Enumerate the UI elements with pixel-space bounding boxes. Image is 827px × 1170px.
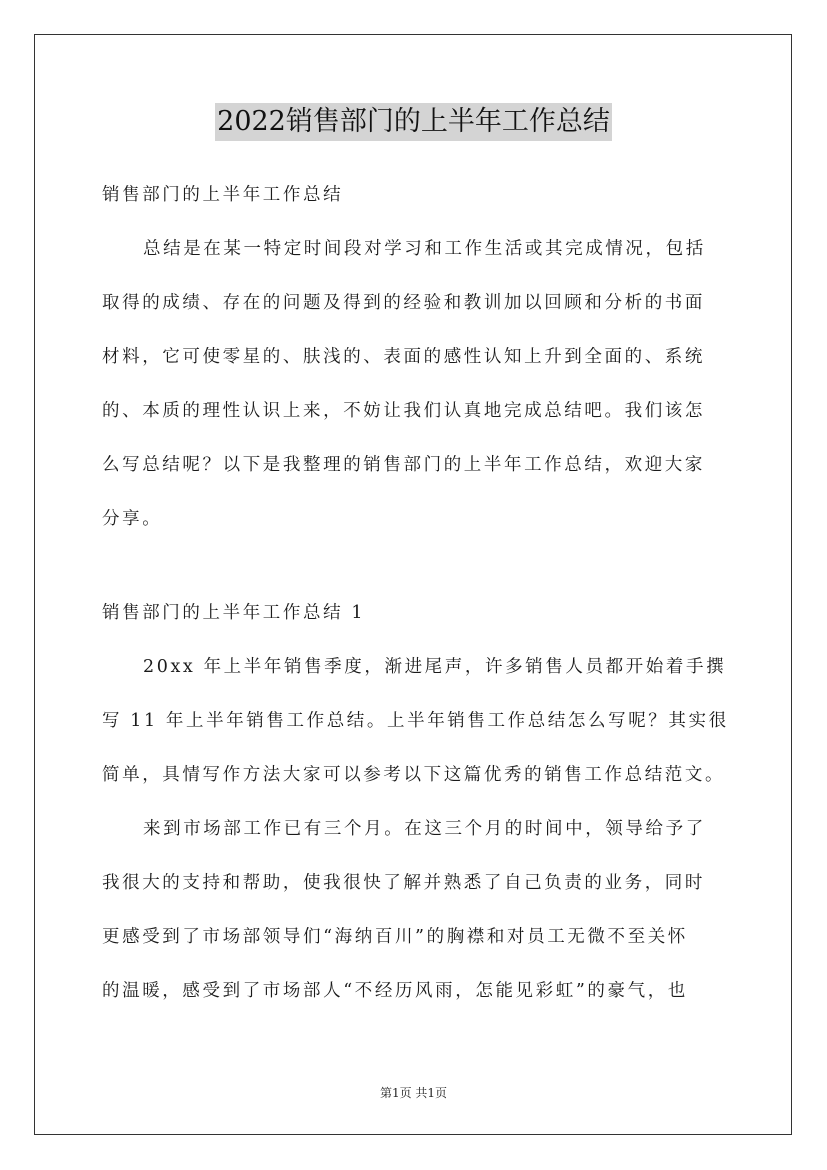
document-body [102,168,742,1018]
section1-para1-line: 写 11 年上半年销售工作总结。上半年销售工作总结怎么写呢？其实很 [102,711,729,731]
intro-line: 材料，它可使零星的、肤浅的、表面的感性认知上升到全面的、系统 [102,347,705,367]
document-title: 2022销售部门的上半年工作总结 [215,103,612,141]
document-title-wrapper [0,103,827,141]
section1-para1-line: 20xx 年上半年销售季度，渐进尾声，许多销售人员都开始着手撰 [143,657,727,677]
page-number: 第1页 共1页 [379,1086,448,1100]
intro-line: 总结是在某一特定时间段对学习和工作生活或其完成情况，包括 [143,239,706,259]
intro-line: 分享。 [102,509,163,529]
section1-heading: 销售部门的上半年工作总结 1 [102,603,366,623]
section1-para2-line: 更感受到了市场部领导们“海纳百川”的胸襟和对员工无微不至关怀 [102,927,688,947]
section1-para2-line: 的温暖，感受到了市场部人“不经历风雨，怎能见彩虹”的豪气，也 [102,981,688,1001]
intro-line: 的、本质的理性认识上来，不妨让我们认真地完成总结吧。我们该怎 [102,401,705,421]
intro-line: 么写总结呢？以下是我整理的销售部门的上半年工作总结，欢迎大家 [102,455,705,475]
section1-para2-line: 来到市场部工作已有三个月。在这三个月的时间中，领导给予了 [143,819,706,839]
intro-heading: 销售部门的上半年工作总结 [102,185,344,205]
page-footer [0,1084,827,1101]
section1-para1-line: 简单，具情写作方法大家可以参考以下这篇优秀的销售工作总结范文。 [102,765,726,785]
section1-para2-line: 我很大的支持和帮助，使我很快了解并熟悉了自己负责的业务，同时 [102,873,705,893]
intro-line: 取得的成绩、存在的问题及得到的经验和教训加以回顾和分析的书面 [102,293,705,313]
section-gap [102,546,742,586]
